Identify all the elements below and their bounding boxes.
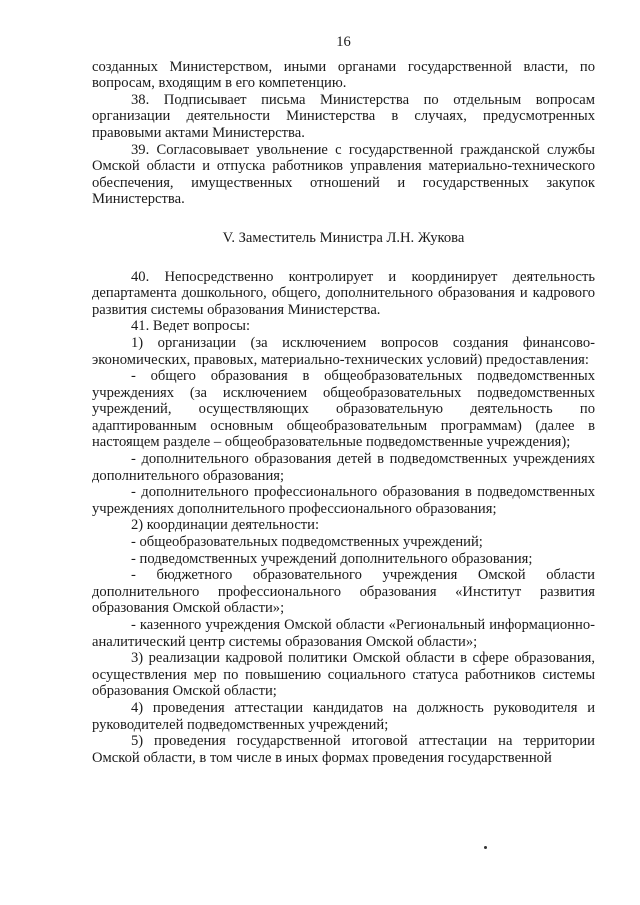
sub-item-info-center: - казенного учреждения Омской области «Региональный информационно-аналитический центр системы образования Омской области»; [92, 617, 595, 650]
paragraph-38: 38. Подписывает письма Министерства по отдельным вопросам организации деятельности Министерства в случаях, предусмотренных правовыми актами Министерства. [92, 91, 595, 141]
section-heading: V. Заместитель Министра Л.Н. Жукова [222, 229, 465, 246]
paragraph-41: 41. Ведет вопросы: [131, 318, 251, 335]
sub-item-additional-institutions: - подведомственных учреждений дополнительного образования; [131, 550, 533, 567]
sub-item-general-institutions: - общеобразовательных подведомственных учреждений; [131, 534, 483, 551]
paragraph-40: 40. Непосредственно контролирует и координирует деятельность департамента дошкольного, общего, дополнительного образования и кадрового развития системы образования Министерства. [92, 268, 595, 318]
document-page [92, 34, 595, 766]
sub-item-additional-professional-education: - дополнительного профессионального образования в подведомственных учреждениях дополнительного профессионального образования; [92, 484, 595, 517]
sub-item-institute: - бюджетного образовательного учреждения Омской области дополнительного профессионального образования «Институт развития образования Омской области»; [92, 567, 595, 617]
page-number: 16 [336, 34, 351, 50]
list-item-4: 4) проведения аттестации кандидатов на должность руководителя и руководителей подведомственных учреждений; [92, 699, 595, 733]
list-item-2: 2) координации деятельности: [131, 517, 320, 534]
scan-speck [484, 846, 487, 849]
list-item-3: 3) реализации кадровой политики Омской области в сфере образования, осуществления мер по повышению социального статуса работников системы образования Омской области; [92, 650, 595, 700]
list-item-5: 5) проведения государственной итоговой аттестации на территории Омской области, в том числе в иных формах проведения государственной [92, 733, 595, 766]
list-item-1: 1) организации (за исключением вопросов создания финансово-экономических, правовых, материально-технических условий) предоставления: [92, 334, 595, 368]
paragraph-continuation: созданных Министерством, иными органами государственной власти, по вопросам, входящим в его компетенцию. [92, 58, 595, 92]
sub-item-additional-education-children: - дополнительного образования детей в подведомственных учреждениях дополнительного образования; [92, 451, 595, 484]
sub-item-general-education: - общего образования в общеобразовательных подведомственных учреждениях (за исключением общеобразовательных подведомственных учреждений, осуществляющих образовательную деятельность по адаптированным основным общеобразовательным программам) (далее в настоящем разделе – общеобразовательные подведомственные учреждения); [92, 368, 595, 451]
paragraph-39: 39. Согласовывает увольнение с государственной гражданской службы Омской области и отпуска работников управления материально-технического обеспечения, имущественных отношений и государственных закупок Министерства. [92, 141, 595, 208]
